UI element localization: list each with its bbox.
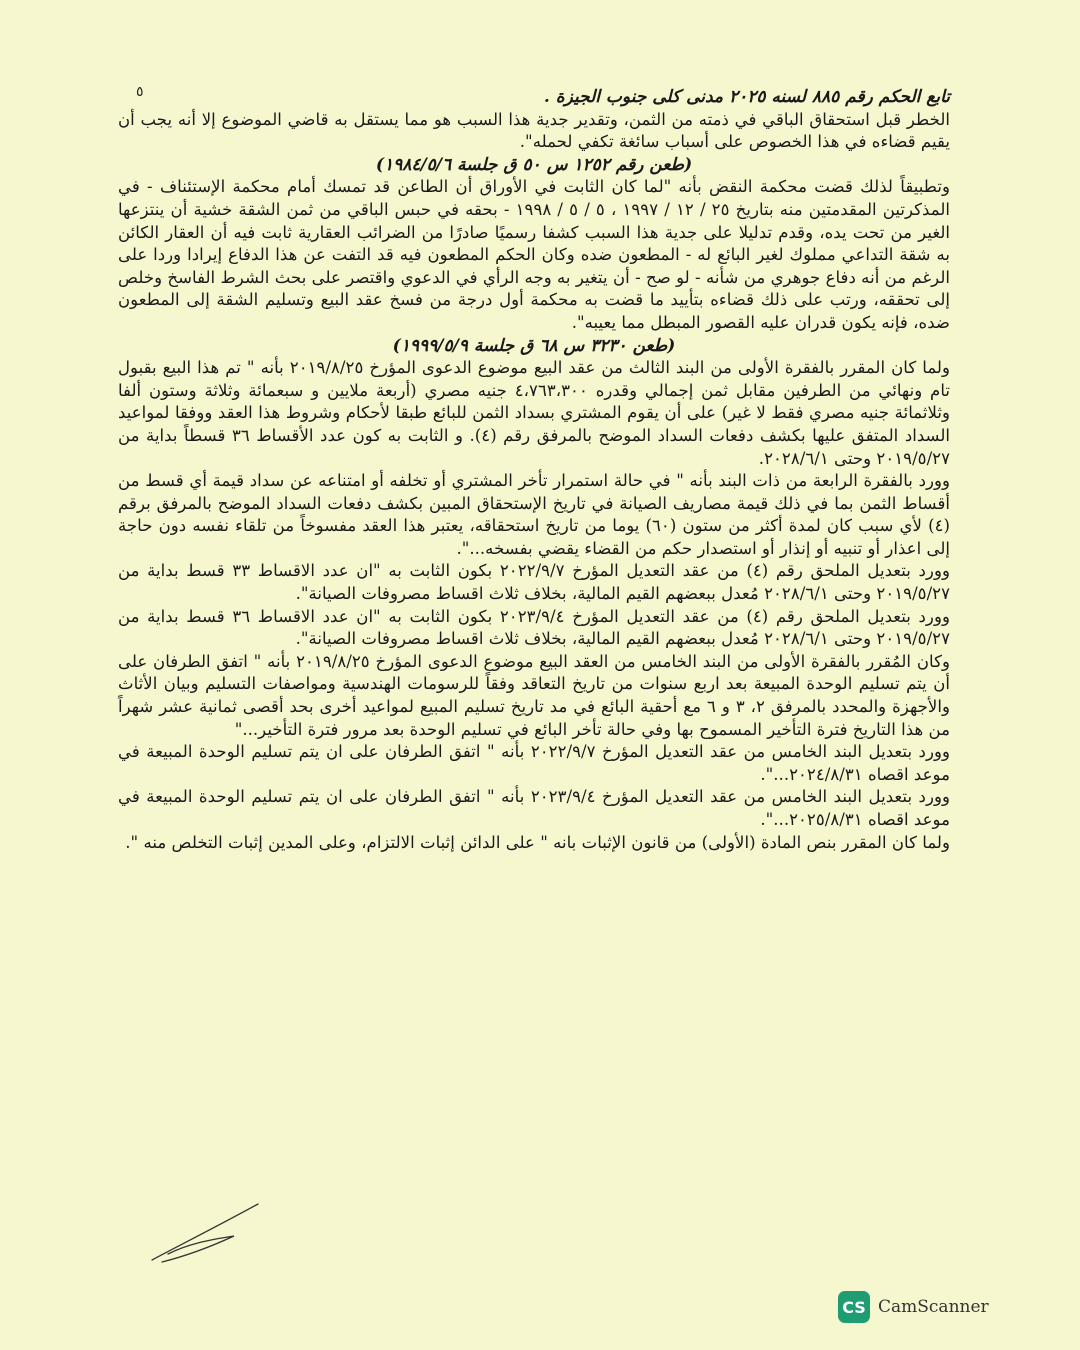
paragraph-4: وورد بالفقرة الرابعة من ذات البند بأنه " في حالة استمرار تأخر المشتري أو تخلفه أو امتناعه عن سداد قيمة أي قسط من أقساط الثمن بما في ذلك قيمة مصاريف الصيانة في تاريخ الإستحقاق المبين بكشف دفعات السداد الموضح بالمرفق برقم (٤) لأي سبب كان لمدة أكثر من ستون (٦٠) يوما من تاريخ استحقاقه، يعتبر هذا العقد مفسوخاً من تلقاء نفسه دون حاجة إلى اعذار أو تنبيه أو إنذار أو استصدار حكم من القضاء يقضي بفسخه...". [118,471,950,558]
signature-scribble [148,1196,268,1266]
paragraph-9: وورد بتعديل البند الخامس من عقد التعديل المؤرخ ٢٠٢٣/٩/٤ بأنه " اتفق الطرفان على ان يتم تسليم الوحدة المبيعة في موعد اقصاه ٢٠٢٥/٨/٣١...". [118,787,950,829]
citation-1: (طعن رقم ١٢٥٢ س ٥٠ ق جلسة ١٩٨٤/٥/٦) [375,154,693,175]
paragraph-2: وتطبيقاً لذلك قضت محكمة النقض بأنه "لما كان الثابت في الأوراق أن الطاعن قد تمسك أمام محكمة الإستئناف - في المذكرتين المقدمتين منه بتاريخ ٢٥ / ١٢ / ١٩٩٧ ، ٥ / ٥ / ١٩٩٨ - بحقه في حبس الباقي من ثمن الشقة خشية أن ينتزعها الغير من تحت يده، وقدم تدليلا على جدية هذا السبب كشفا رسميًا صادرًا من الضرائب العقارية ثابت فيه أن العقار الكائن به شقة التداعي مملوك لغير البائع له - المطعون ضده وكان الحكم المطعون فيه قد التفت عن هذا الدفاع إيرادا وردا على الرغم من أنه دفاع جوهري من شأنه - لو صح - أن يتغير به وجه الرأي في الدعوي واقتصر على بحث الشرط الفاسخ وخلص إلى تحققه، ورتب على ذلك قضاءه بتأييد ما قضت به محكمة أول درجة من فسخ عقد البيع وتسليم الشقة إلى المطعون ضده، فإنه يكون قدران عليه القصور المبطل مما يعيبه". [118,177,951,332]
judgment-page [118,86,950,854]
camscanner-logo-icon: CS [838,1291,870,1323]
judgment-header: تابع الحكم رقم ٨٨٥ لسنه ٢٠٢٥ مدنى كلى جنوب الجيزة . [543,87,950,107]
paragraph-8: وورد بتعديل البند الخامس من عقد التعديل المؤرخ ٢٠٢٢/٩/٧ بأنه " اتفق الطرفان على ان يتم تسليم الوحدة المبيعة في موعد اقصاه ٢٠٢٤/٨/٣١...". [118,742,950,784]
page-number: ٥ [136,84,144,100]
camscanner-watermark [838,1290,989,1324]
camscanner-label: CamScanner [878,1297,989,1317]
citation-2: (طعن ٣٢٣٠ س ٦٨ ق جلسة ١٩٩٩/٥/٩) [392,335,676,356]
paragraph-1: الخطر قبل استحقاق الباقي في ذمته من الثمن، وتقدير جدية هذا السبب هو مما يستقل به قاضي الموضوع إلا أنه يجب أن يقيم قضاءه في هذا الخصوص على أسباب سائغة تكفي لحمله". [118,109,950,152]
paragraph-10: ولما كان المقرر بنص المادة (الأولى) من قانون الإثبات بانه " على الدائن إثبات الالتزام، وعلى المدين إثبات التخلص منه ". [125,832,950,852]
paragraph-3: ولما كان المقرر بالفقرة الأولى من البند الثالث من عقد البيع موضوع الدعوى المؤرخ ٢٠١٩/٨/٢٥ بأنه " تم هذا البيع بقبول تام ونهائي من الطرفين مقابل ثمن إجمالي وقدره ٤،٧٦٣،٣٠٠ جنيه مصري (أربعة ملايين و سبعمائة وثلاثة وستون ألفا وثلاثمائة جنيه مصري فقط لا غير) على أن يقوم المشتري بسداد الثمن للبائع طبقا لأحكام وشروط هذا العقد ووفقا لمواعيد السداد المتفق عليها بكشف دفعات السداد الموضح بالمرفق رقم (٤). و الثابت به كون عدد الأقساط ٣٦ قسطاً بداية من ٢٠١٩/٥/٢٧ وحتى ٢٠٢٨/٦/١. [118,358,950,468]
paragraph-6: وورد بتعديل الملحق رقم (٤) من عقد التعديل المؤرخ ٢٠٢٣/٩/٤ بكون الثابت به "ان عدد الاقساط ٣٦ قسط بداية من ٢٠١٩/٥/٢٧ وحتى ٢٠٢٨/٦/١ مُعدل ببعضهم القيم المالية، بخلاف ثلاث اقساط مصروفات الصيانة". [118,606,950,649]
paragraph-5: وورد بتعديل الملحق رقم (٤) من عقد التعديل المؤرخ ٢٠٢٢/٩/٧ بكون الثابت به "ان عدد الاقساط ٣٣ قسط بداية من ٢٠١٩/٥/٢٧ وحتى ٢٠٢٨/٦/١ مُعدل ببعضهم القيم المالية، بخلاف ثلاث اقساط مصروفات الصيانة". [118,561,950,604]
paragraph-7: وكان المُقرر بالفقرة الأولى من البند الخامس من العقد البيع موضوع الدعوى المؤرخ ٢٠١٩/٨/٢٥ بأنه " اتفق الطرفان على أن يتم تسليم الوحدة المبيعة بعد اربع سنوات من تاريخ التعاقد وفقاً للرسومات الهندسية ومواصفات التسليم وبيان الأثاث والأجهزة والمحدد بالمرفق ٢، ٣ و ٦ مع أحقية البائع في مد تاريخ تسليم المبيع لمواعيد أخرى بحد أقصى ثمانية عشر شهراً من هذا التاريخ فترة التأخير المسموح بها وفي حالة تأخر البائع في تسليم الوحدة بعد مرور فترة التأخير..." [118,651,950,739]
